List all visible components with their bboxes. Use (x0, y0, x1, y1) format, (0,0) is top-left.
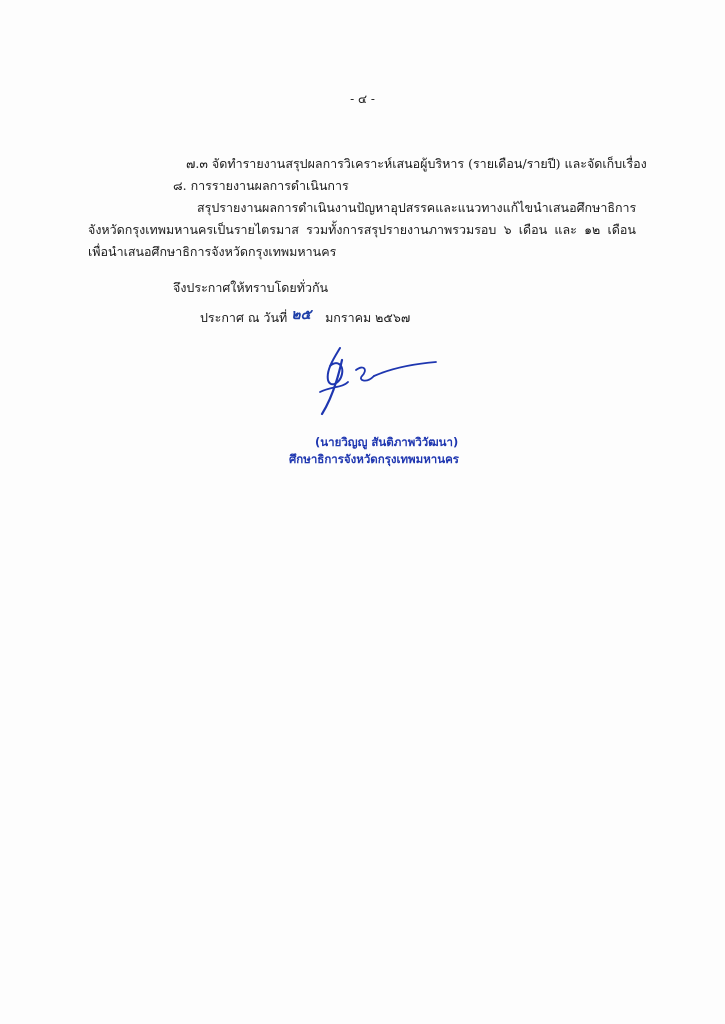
item-8-heading: ๘. การรายงานผลการดำเนินการ (173, 178, 349, 193)
item-7-3: ๗.๓ จัดทำรายงานสรุปผลการวิเคราะห์เสนอผู้บริหาร (รายเดือน/รายปี) และจัดเก็บเรื่อง (186, 156, 647, 171)
item-8-line-3: เพื่อนำเสนอศึกษาธิการจังหวัดกรุงเทพมหานคร (88, 244, 337, 259)
item-8-line-1-part: ปัญหาอุปสรรค (356, 200, 436, 215)
item-8-line-2-part: จังหวัดกรุงเทพมหานครเป็นรายไตรมาส (88, 222, 299, 237)
announce-date-prefix: ประกาศ ณ วันที่ (200, 310, 288, 325)
announce-date-day: ๒๕ (291, 307, 312, 323)
announce-date-month-year: มกราคม ๒๕๖๗ (325, 310, 411, 325)
item-8-line-2-part: ๑๒ (584, 222, 601, 237)
item-8-line-1 (197, 200, 636, 216)
item-8-line-2-part: และ (554, 222, 577, 237)
item-8-line-2-part: เดือน (518, 222, 548, 237)
page-number: - ๔ - (350, 92, 375, 106)
signer-position: ศึกษาธิการจังหวัดกรุงเทพมหานคร (289, 452, 459, 466)
item-8-line-2-part: รวมทั้งการสรุปรายงานภาพรวมรอบ (306, 222, 497, 237)
item-8-line-2 (88, 222, 636, 238)
item-8-line-2-part: ๖ (503, 222, 512, 237)
signature-icon (312, 340, 442, 420)
announcement-text: จึงประกาศให้ทราบโดยทั่วกัน (173, 280, 329, 295)
item-8-line-2-part: เดือน (607, 222, 636, 237)
signer-name: (นายวิญญู สันติภาพวิวัฒนา) (315, 435, 459, 449)
item-8-line-1-part: สรุปรายงานผลการดำเนินงาน (197, 200, 357, 215)
item-8-line-1-part: นำเสนอศึกษาธิการ (533, 200, 637, 215)
item-8-line-1-part: และแนวทางแก้ไข (435, 200, 534, 215)
announce-date (200, 307, 411, 326)
